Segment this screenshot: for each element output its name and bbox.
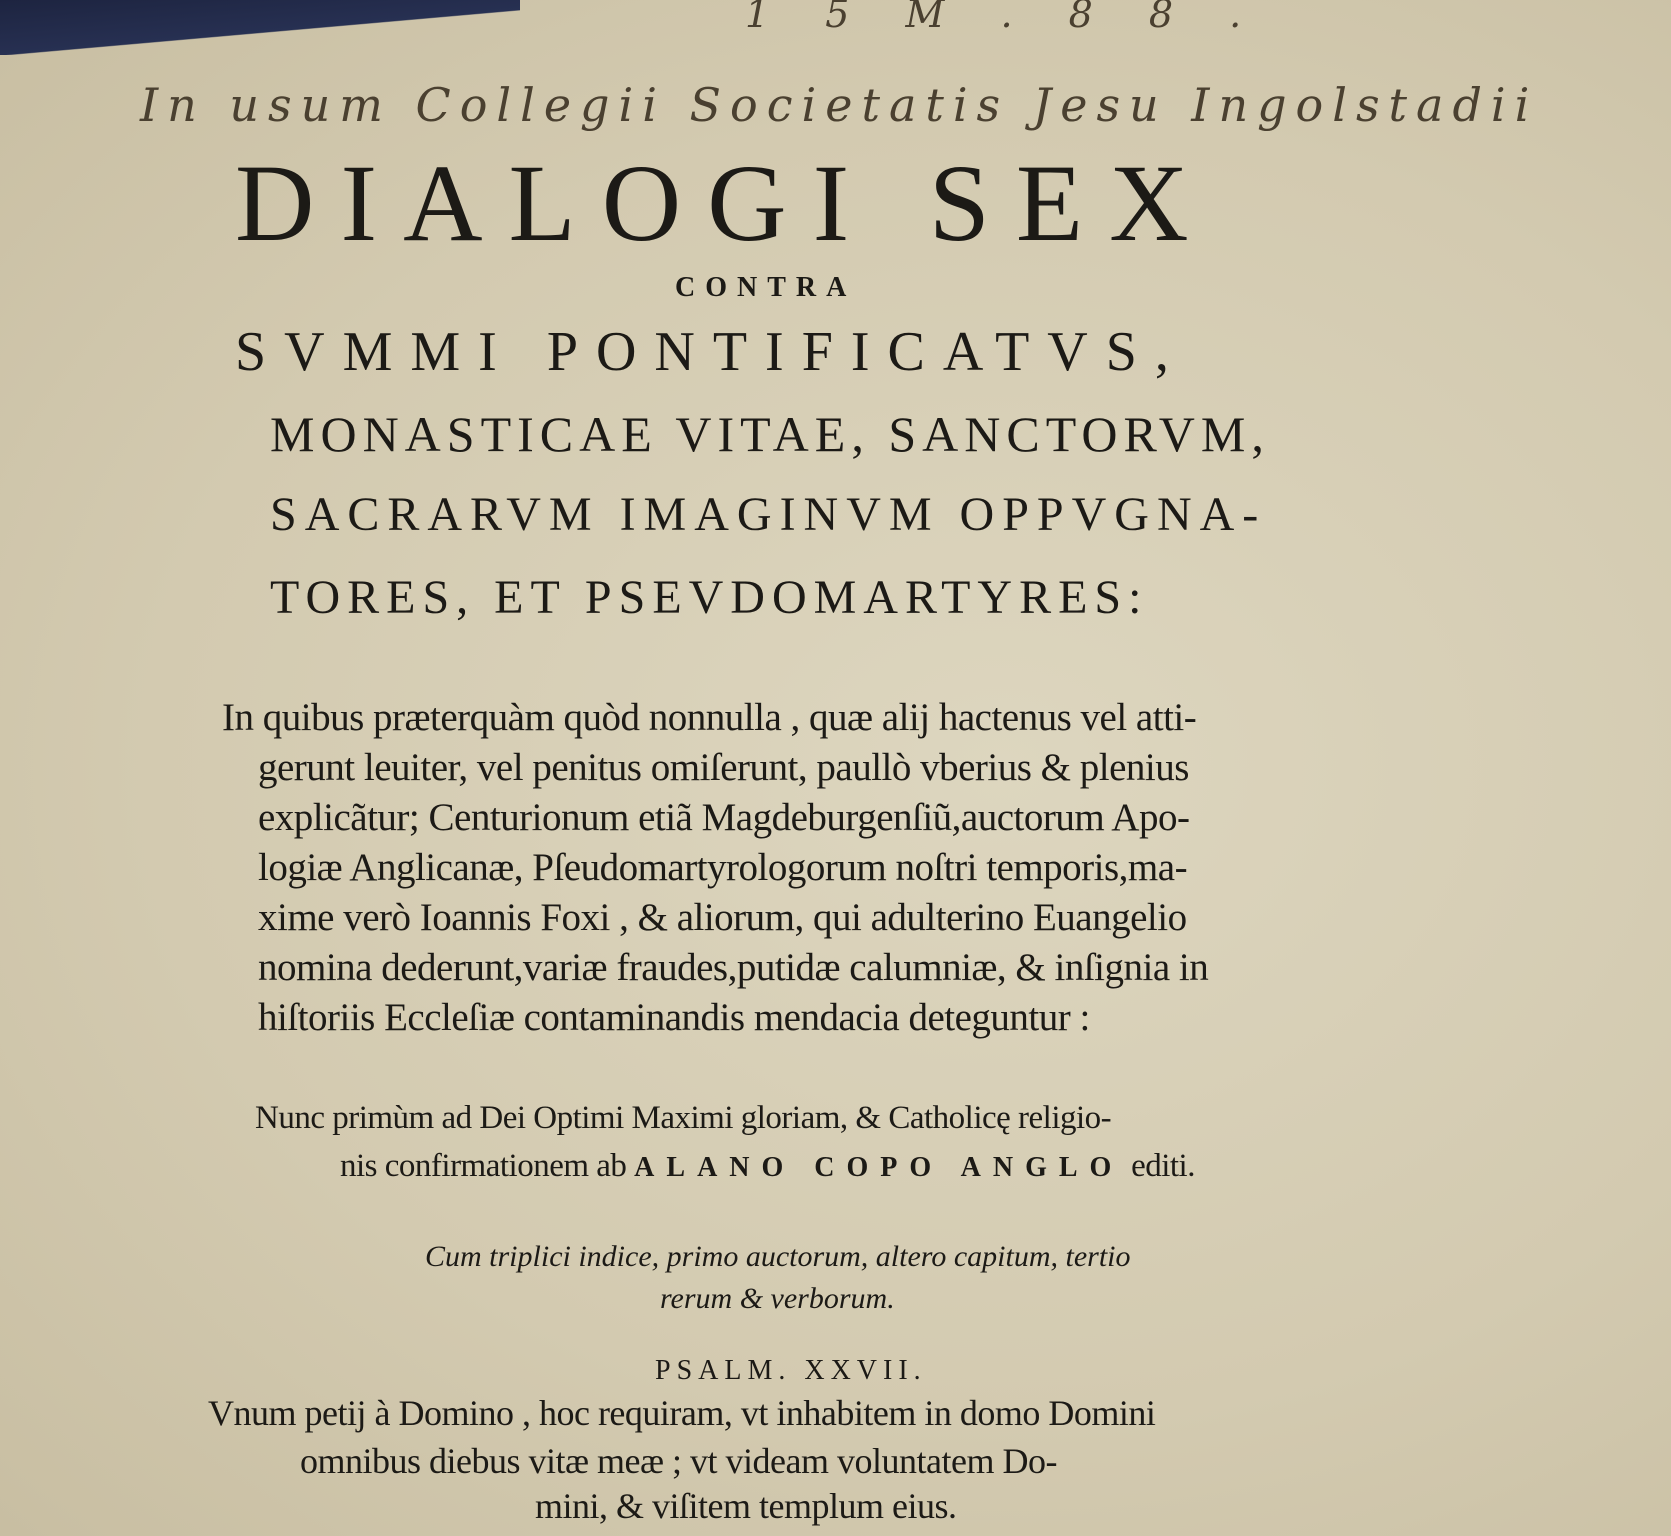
edition-text: nis confirmationem ab <box>340 1148 627 1184</box>
description-line: In quibus præterquàm quòd nonnulla , quæ alij hactenus vel atti- <box>222 696 1197 739</box>
psalm-quote-line: Vnum petij à Domino , hoc requiram, vt inhabitem in domo Domini <box>208 1393 1156 1433</box>
description-line: hiſtoriis Eccleſiæ contaminandis mendacia deteguntur : <box>258 996 1090 1039</box>
edition-line <box>340 1148 1195 1185</box>
subtitle-line: MONASTICAE VITAE, SANCTORVM, <box>270 406 1270 462</box>
subtitle-line: TORES, ET PSEVDOMARTYRES: <box>270 571 1149 624</box>
index-note: Cum triplici indice, primo auctorum, altero capitum, tertio <box>425 1240 1131 1273</box>
edition-text: editi. <box>1131 1148 1195 1184</box>
book-title: DIALOGI SEX <box>235 142 1215 264</box>
psalm-reference: PSALM. XXVII. <box>655 1355 927 1386</box>
edition-line: Nunc primùm ad Dei Optimi Maximi gloriam, & Catholicę religio- <box>255 1100 1112 1136</box>
description-line: xime verò Ioannis Foxi , & aliorum, qui adulterino Euangelio <box>258 896 1187 939</box>
author-name: ALANO COPO ANGLO <box>634 1152 1124 1183</box>
handwritten-ownership-inscription: In usum Collegii Societatis Jesu Ingolstadii <box>140 78 1539 132</box>
handwritten-shelfmark: 1 5 M . 8 8 . <box>745 0 1264 36</box>
psalm-quote-line: mini, & viſitem templum eius. <box>535 1486 957 1526</box>
index-note: rerum & verborum. <box>660 1282 895 1315</box>
description-line: gerunt leuiter, vel penitus omiſerunt, paullò vberius & plenius <box>258 746 1189 789</box>
book-cover-edge <box>0 0 520 55</box>
contra-label: CONTRA <box>675 272 857 303</box>
description-line: logiæ Anglicanæ, Pſeudomartyrologorum noſtri temporis,ma- <box>258 846 1188 889</box>
subtitle-line: SVMMI PONTIFICATVS, <box>235 321 1187 383</box>
psalm-quote-line: omnibus diebus vitæ meæ ; vt videam voluntatem Do- <box>300 1441 1057 1481</box>
description-line: nomina dederunt,variæ fraudes,putidæ calumniæ, & inſignia in <box>258 946 1209 989</box>
subtitle-line: SACRARVM IMAGINVM OPPVGNA- <box>270 488 1267 541</box>
description-line: explicãtur; Centurionum etiã Magdeburgenſiũ,auctorum Apo- <box>258 796 1190 839</box>
